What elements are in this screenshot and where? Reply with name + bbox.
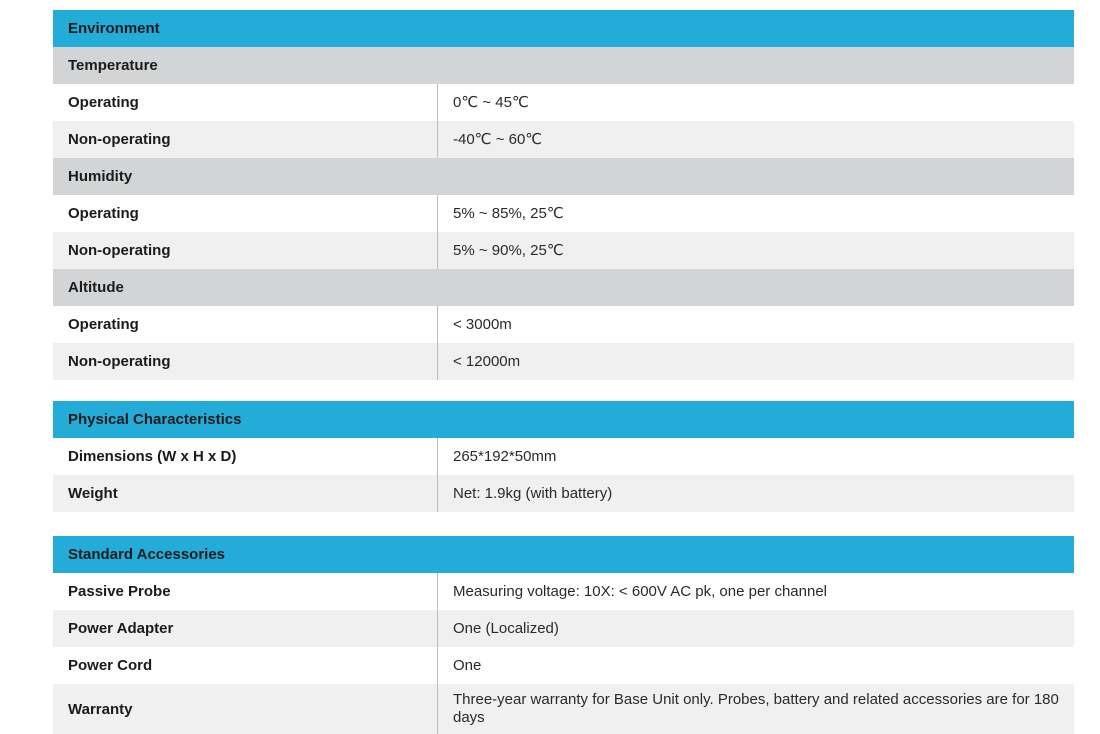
row-value: One	[453, 656, 482, 674]
table-row	[53, 573, 1074, 610]
standard-accessories-table	[53, 536, 1074, 734]
sub-header-temperature: Temperature	[53, 47, 1074, 84]
sub-header-altitude: Altitude	[53, 269, 1074, 306]
row-value: Measuring voltage: 10X: < 600V AC pk, one per channel	[453, 582, 827, 600]
table-row	[53, 121, 1074, 158]
section-header-accessories: Standard Accessories	[53, 536, 1074, 573]
row-label: Non-operating	[53, 343, 438, 380]
row-label: Dimensions (W x H x D)	[53, 438, 438, 475]
row-value: -40℃ ~ 60℃	[453, 130, 543, 148]
row-label: Warranty	[53, 684, 438, 734]
environment-table	[53, 10, 1074, 380]
row-value: One (Localized)	[453, 619, 559, 637]
table-row	[53, 343, 1074, 380]
row-label: Weight	[53, 475, 438, 512]
row-label: Operating	[53, 306, 438, 343]
row-label: Passive Probe	[53, 573, 438, 610]
row-label: Power Cord	[53, 647, 438, 684]
table-row	[53, 647, 1074, 684]
table-row	[53, 306, 1074, 343]
row-value: 5% ~ 90%, 25℃	[453, 241, 564, 259]
row-label: Non-operating	[53, 121, 438, 158]
section-header-environment: Environment	[53, 10, 1074, 47]
row-value: < 3000m	[453, 315, 512, 333]
table-row	[53, 610, 1074, 647]
row-value: Three-year warranty for Base Unit only. Probes, battery and related accessories are for 180 days	[453, 691, 1059, 726]
row-value: Net: 1.9kg (with battery)	[453, 484, 613, 502]
table-row	[53, 475, 1074, 512]
table-row	[53, 684, 1074, 734]
row-label: Operating	[53, 84, 438, 121]
row-label: Power Adapter	[53, 610, 438, 647]
row-value: 0℃ ~ 45℃	[453, 93, 529, 111]
row-value: < 12000m	[453, 352, 521, 370]
table-row	[53, 84, 1074, 121]
table-row	[53, 438, 1074, 475]
row-label: Operating	[53, 195, 438, 232]
section-header-physical: Physical Characteristics	[53, 401, 1074, 438]
table-row	[53, 195, 1074, 232]
row-label: Non-operating	[53, 232, 438, 269]
row-value: 265*192*50mm	[453, 447, 557, 465]
physical-characteristics-table	[53, 401, 1074, 512]
sub-header-humidity: Humidity	[53, 158, 1074, 195]
row-value: 5% ~ 85%, 25℃	[453, 204, 564, 222]
table-row	[53, 232, 1074, 269]
